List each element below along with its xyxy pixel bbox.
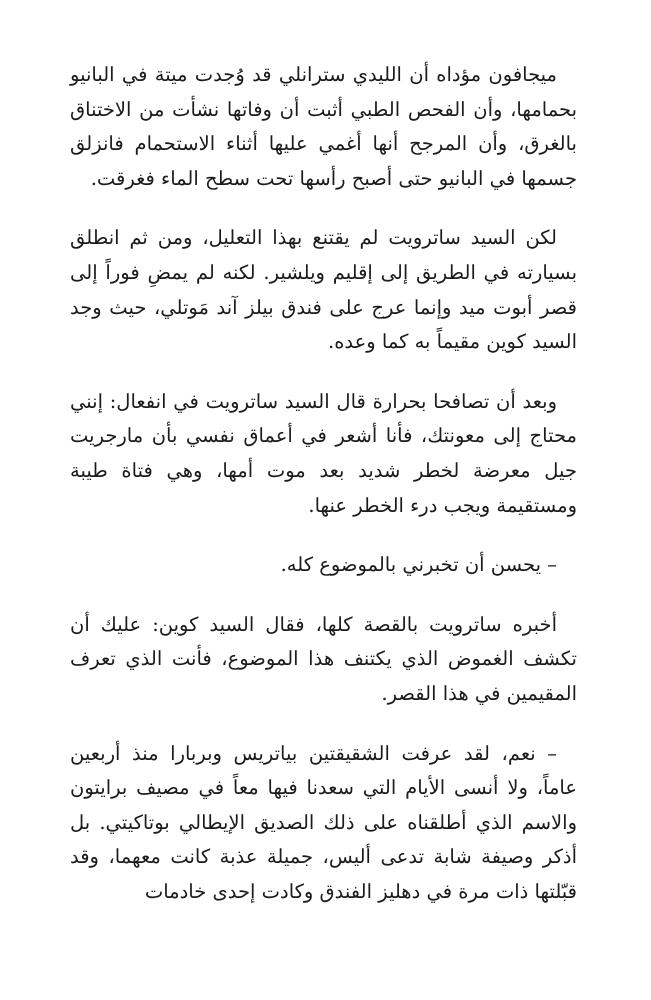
paragraph-1: ميجافون مؤداه أن الليدي سترانلي قد وُجدت ميتة في البانيو بحمامها، وأن الفحص الطبي أثبت أن وفاتها نشأت من الاختناق بالغرق، وأن المرجح أنها أغمي عليها أثناء الاستحمام فانزلق جسمها في البانيو حتى أصبح رأسها تحت سطح الماء فغرقت. [70,63,577,190]
paragraph-2: لكن السيد ساترويت لم يقتنع بهذا التعليل، ومن ثم انطلق بسيارته في الطريق إلى إقليم ويلشير. لكنه لم يمضِ فوراً إلى قصر أبوت ميد وإنما عرج على فندق بيلز آند مَوتلي، حيث وجد السيد كوين مقيماً به كما وعده. [70,226,577,354]
paragraph-5: أخبره ساترويت بالقصة كلها، فقال السيد كوين: عليك أن تكشف الغموض الذي يكتنف هذا الموضوع، فأنت الذي تعرف المقيمين في هذا القصر. [70,612,577,705]
paragraph-6: – نعم، لقد عرفت الشقيقتين بياتريس وبربارا منذ أربعين عاماً، ولا أنسى الأيام التي سعدنا فيها معاً في مصيف برايتون والاسم الذي أطلقناه على ذلك الصديق الإيطالي بوتاكيتي. بل أذكر وصيفة شابة تدعى أليس، جميلة عذبة كانت معهما، وقد قبّلتها ذات مرة في دهليز الفندق وكادت إحدى خادمات [70,741,577,903]
paragraph-4: – يحسن أن تخبرني بالموضوع كله. [280,553,557,577]
book-page [70,58,577,934]
paragraph-3: وبعد أن تصافحا بحرارة قال السيد ساترويت في انفعال: إنني محتاج إلى معونتك، فأنا أشعر في أعماق نفسي بأن مارجريت جيل معرضة لخطر شديد بعد موت أمها، وهي فتاة طيبة ومستقيمة ويجب درء الخطر عنها. [70,389,577,517]
